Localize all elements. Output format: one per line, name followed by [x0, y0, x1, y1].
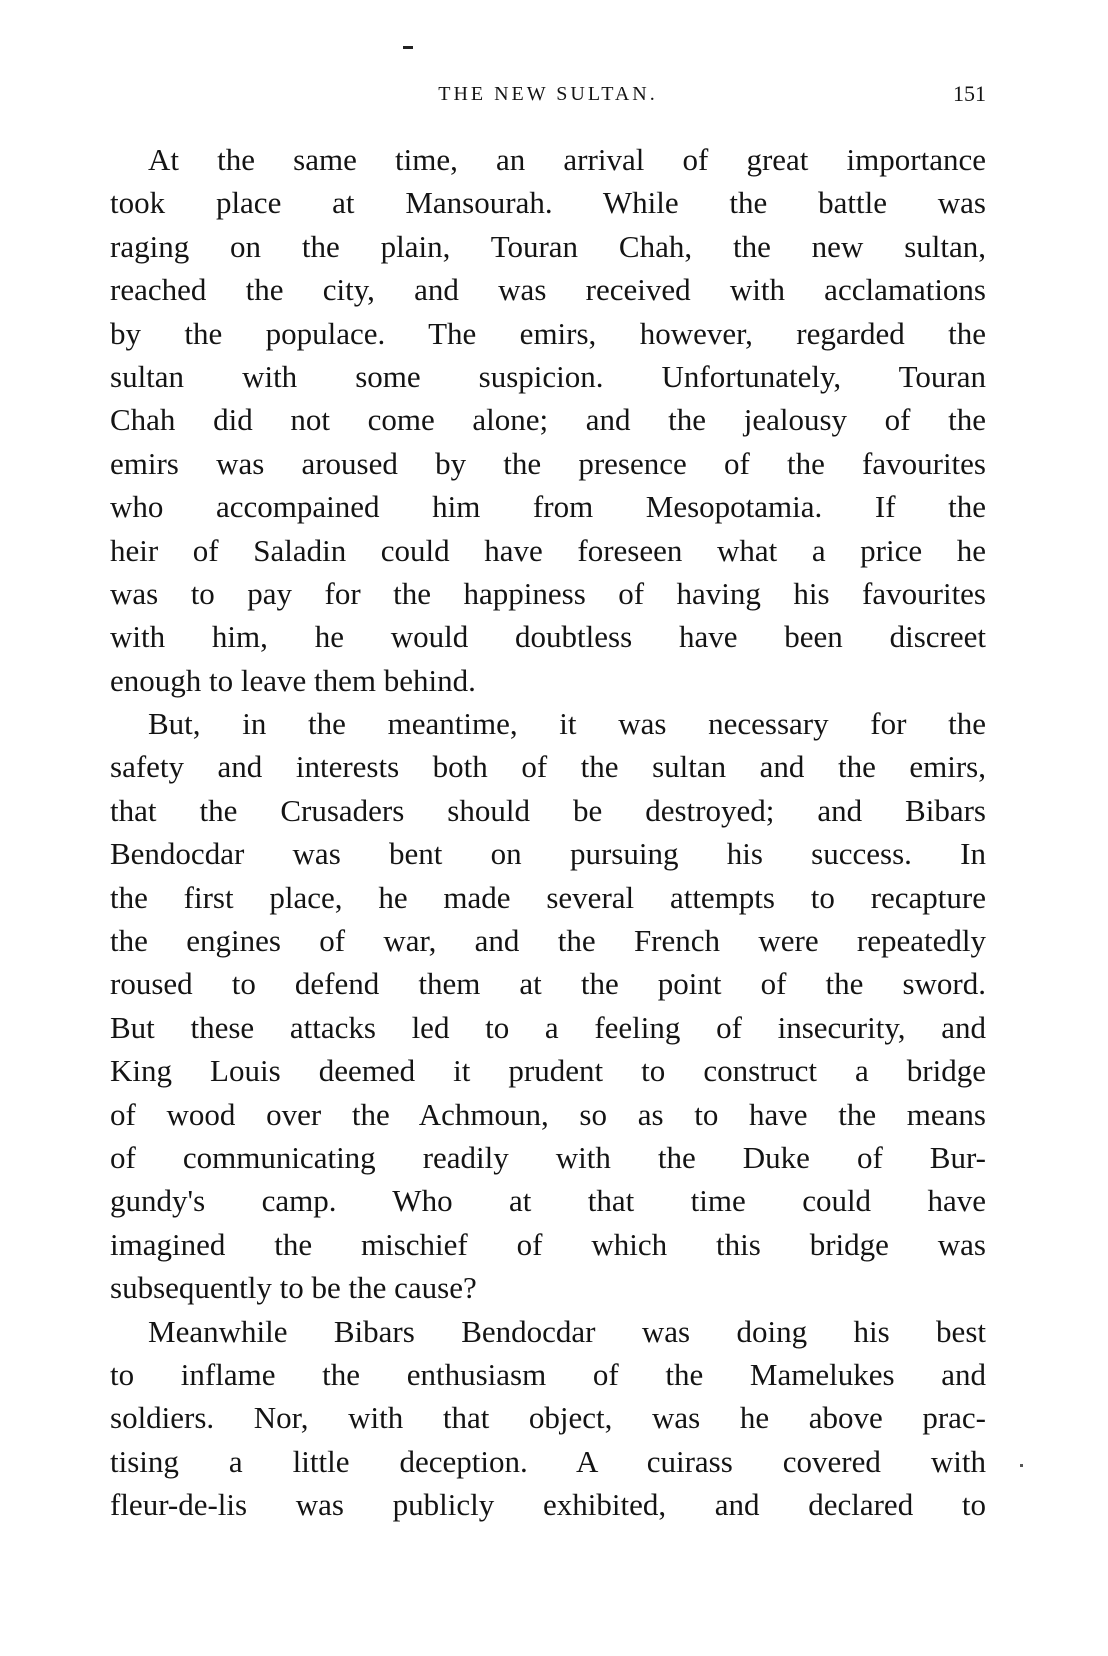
- text-line: heir of Saladin could have foreseen what a price he: [110, 532, 986, 568]
- text-line: soldiers. Nor, with that object, was he above prac-: [110, 1400, 986, 1436]
- paragraph: [110, 702, 986, 1309]
- text-line: who accompained him from Mesopotamia. If the: [110, 489, 986, 525]
- text-line: of communicating readily with the Duke of Bur-: [110, 1139, 986, 1175]
- text-line: enough to leave them behind.: [110, 662, 476, 698]
- text-line: King Louis deemed it prudent to construct a bridge: [110, 1053, 986, 1089]
- text-line: was to pay for the happiness of having his favourites: [110, 575, 986, 611]
- text-line: roused to defend them at the point of the sword.: [110, 966, 986, 1002]
- text-line: Meanwhile Bibars Bendocdar was doing his best: [148, 1313, 986, 1349]
- text-line: But these attacks led to a feeling of insecurity, and: [110, 1009, 986, 1045]
- text-line: that the Crusaders should be destroyed; and Bibars: [110, 792, 986, 828]
- text-line: of wood over the Achmoun, so as to have the means: [110, 1096, 986, 1132]
- text-line: emirs was aroused by the presence of the favourites: [110, 445, 986, 481]
- text-line: safety and interests both of the sultan and the emirs,: [110, 749, 986, 785]
- text-line: raging on the plain, Touran Chah, the new sultan,: [110, 228, 986, 264]
- running-head: [110, 78, 986, 110]
- body-text: [110, 138, 986, 1527]
- text-line: with him, he would doubtless have been discreet: [110, 619, 986, 655]
- text-line: At the same time, an arrival of great importance: [148, 142, 986, 177]
- text-line: by the populace. The emirs, however, regarded the: [110, 315, 986, 351]
- text-line: the engines of war, and the French were repeatedly: [110, 923, 986, 959]
- text-line: sultan with some suspicion. Unfortunately, Touran: [110, 358, 986, 394]
- text-line: took place at Mansourah. While the battle was: [110, 185, 986, 221]
- page-number: 151: [953, 81, 986, 106]
- running-title: THE NEW SULTAN.: [438, 83, 658, 105]
- text-line: tising a little deception. A cuirass covered with: [110, 1443, 986, 1479]
- text-line: Bendocdar was bent on pursuing his success. In: [110, 836, 986, 872]
- paragraph: [110, 1310, 986, 1527]
- text-line: Chah did not come alone; and the jealousy of the: [110, 402, 986, 438]
- print-speck: [1020, 1464, 1023, 1467]
- text-line: to inflame the enthusiasm of the Mamelukes and: [110, 1356, 986, 1392]
- text-line: reached the city, and was received with acclamations: [110, 272, 986, 308]
- print-mark: [403, 46, 413, 49]
- text-line: the first place, he made several attempts to recapture: [110, 879, 986, 915]
- text-line: subsequently to be the cause?: [110, 1270, 477, 1306]
- text-line: imagined the mischief of which this bridge was: [110, 1226, 986, 1262]
- text-line: gundy's camp. Who at that time could have: [110, 1183, 986, 1219]
- text-line: But, in the meantime, it was necessary for the: [148, 706, 986, 742]
- paragraph: [110, 138, 986, 702]
- text-line: fleur-de-lis was publicly exhibited, and declared to: [110, 1487, 986, 1523]
